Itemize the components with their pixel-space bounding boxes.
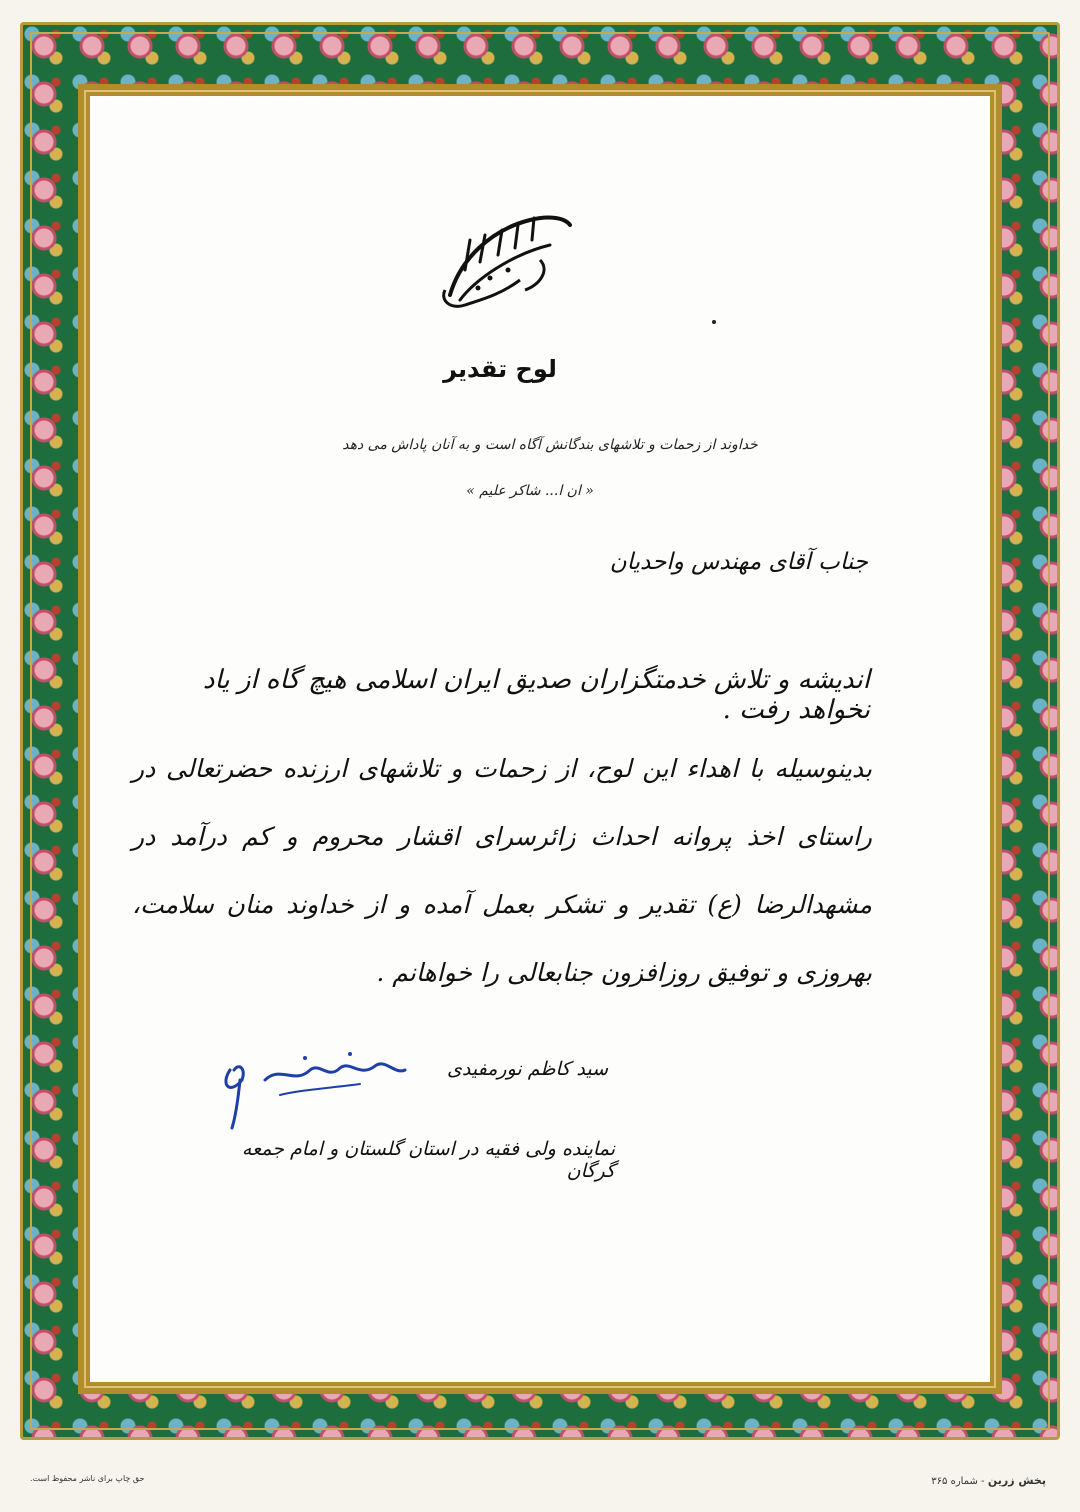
paragraph-intro: اندیشه و تلاش خدمتگزاران صدیق ایران اسلامی هیچ گاه از یاد نخواهد رفت . (202, 665, 870, 725)
ink-dot (712, 320, 716, 324)
handwritten-signature (210, 1040, 410, 1130)
basmala-calligraphy (420, 200, 580, 320)
publisher-number: - شماره ۳۶۵ (931, 1476, 985, 1487)
paragraph-body: بدینوسیله با اهداء این لوح، از زحمات و تلاشهای ارزنده حضرتعالی در راستای اخذ پروانه احداث زائرسرای اقشار محروم و کم درآمد در مشهدالرضا (ع) تقدیر و تشکر بعمل آمده و از خداوند منان سلامت، بهروزی و توفیق روزافزون جنابعالی را خواهانم . (132, 754, 872, 987)
certificate-title: لوح تقدیر (443, 355, 557, 383)
recipient-line: جناب آقای مهندس واحدیان (609, 549, 868, 575)
publisher-footer (931, 1474, 1046, 1487)
copyright-notice: حق چاپ برای ناشر محفوظ است. (30, 1474, 145, 1483)
publisher-name: پخش زرین (987, 1474, 1046, 1487)
verse-quote: « ان ا... شاکر علیم » (466, 483, 594, 499)
signer-title: نماینده ولی فقیه در استان گلستان و امام جمعه گرگان (241, 1138, 615, 1182)
verse-line: خداوند از زحمات و تلاشهای بندگانش آگاه است و به آنان پاداش می دهد (342, 437, 758, 453)
signer-name: سید کاظم نورمفیدی (447, 1058, 608, 1080)
